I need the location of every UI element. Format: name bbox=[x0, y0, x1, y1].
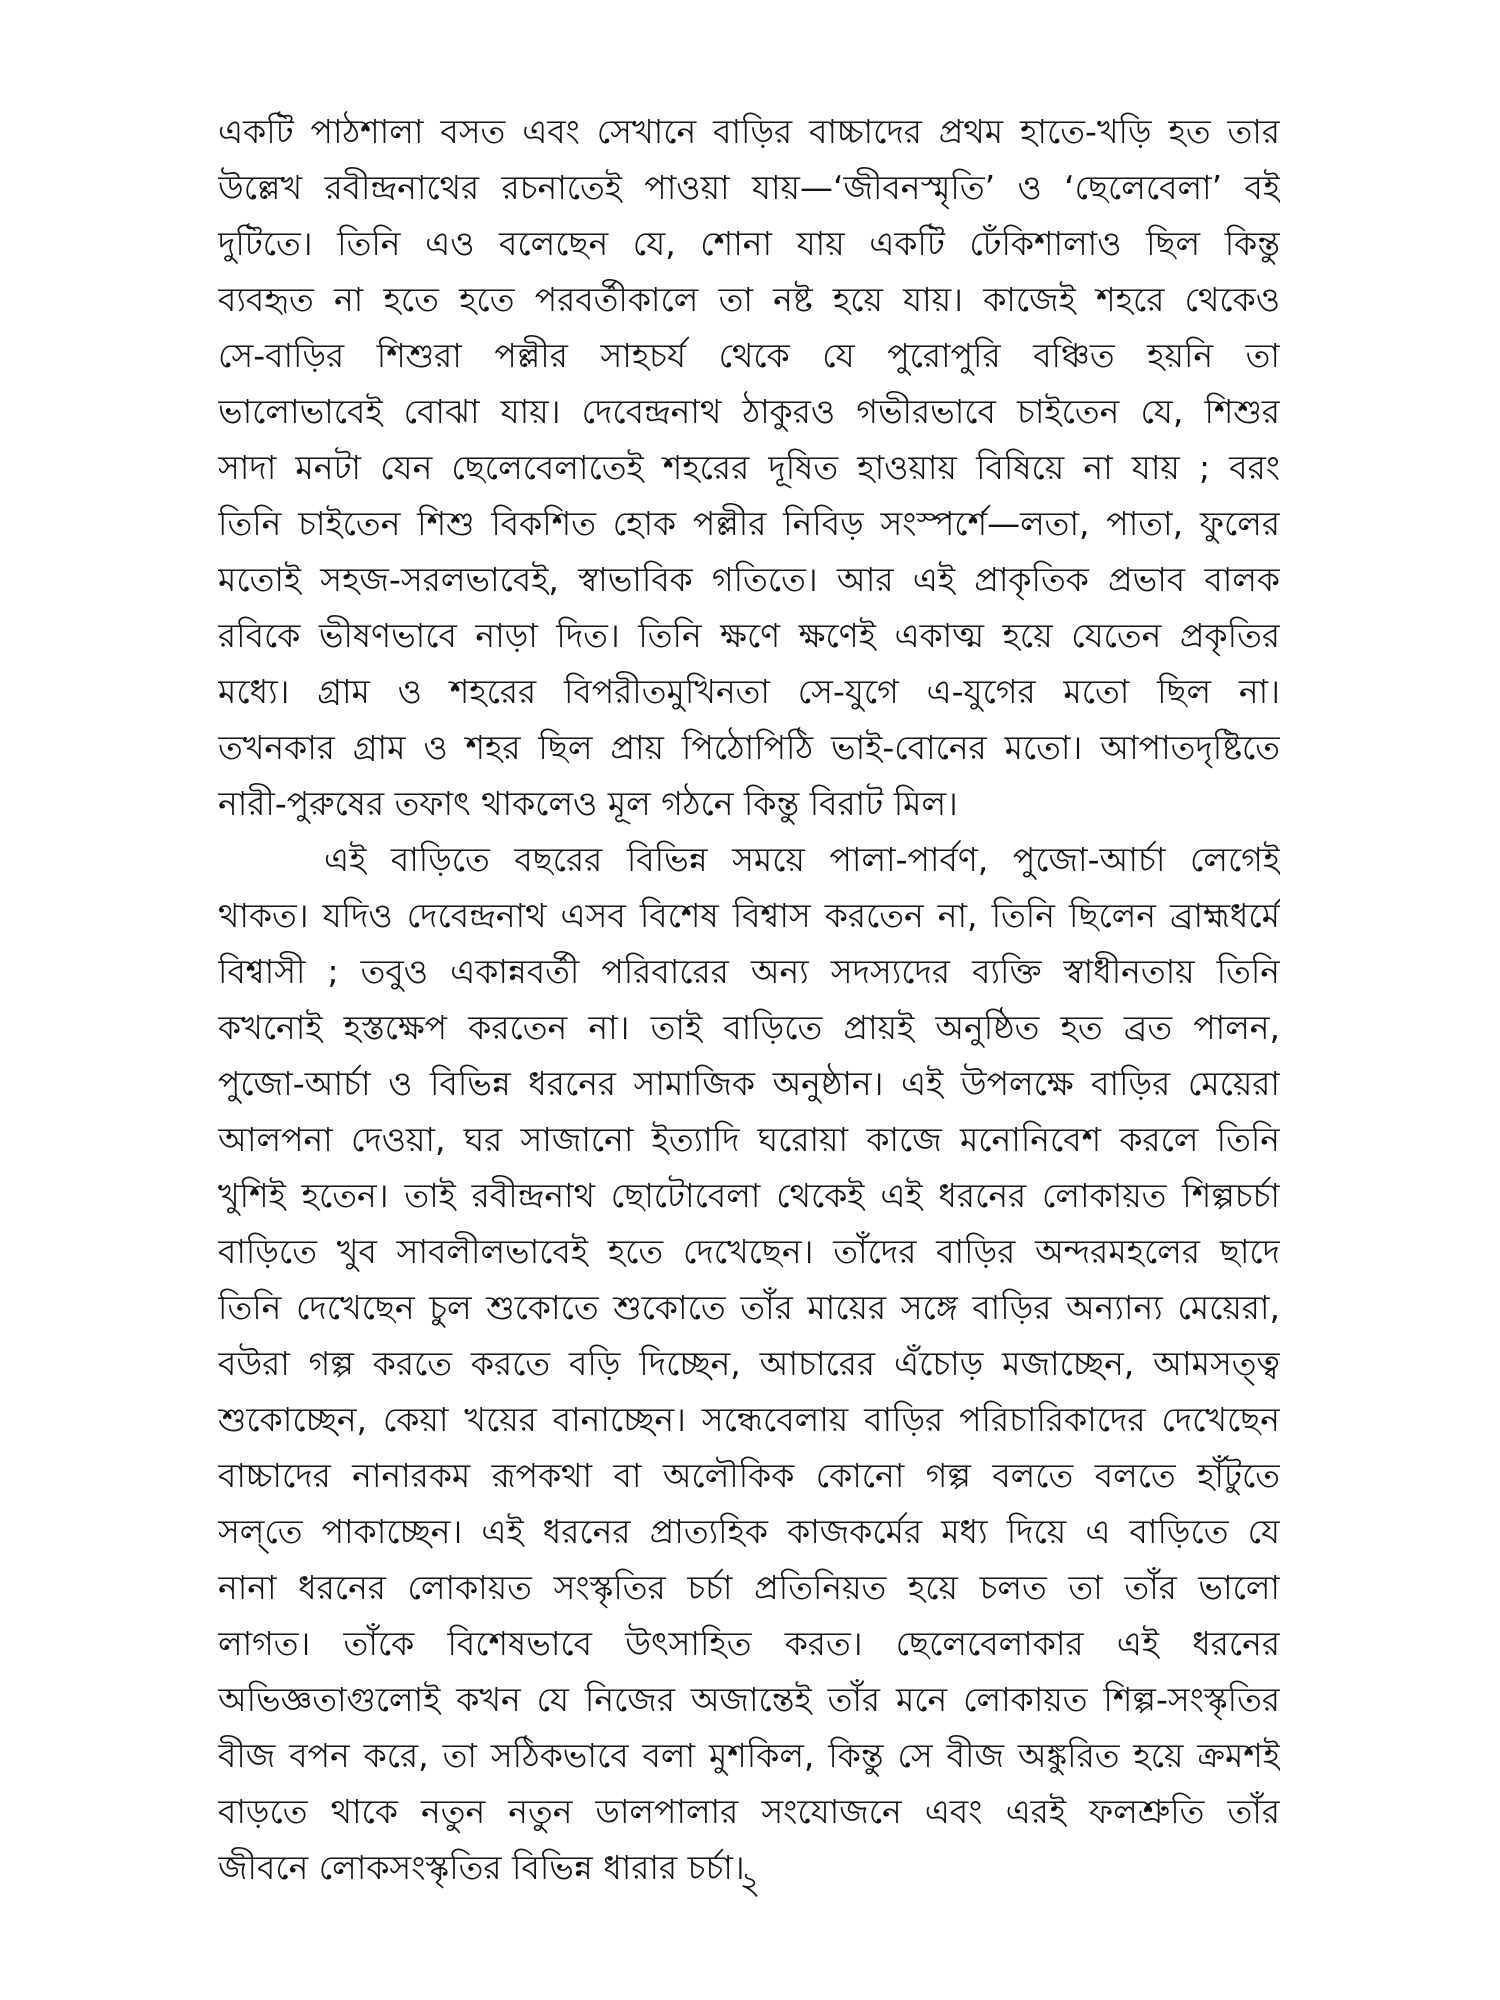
body-text bbox=[218, 104, 1280, 1896]
text-line: নারী-পুরুষের তফাৎ থাকলেও মূল গঠনে কিন্তু বিরাট মিল। bbox=[218, 784, 958, 823]
text-line: শুকোচ্ছেন, কেয়া খয়ের বানাচ্ছেন। সন্ধেবেলায় বাড়ির পরিচারিকাদের দেখেছেন bbox=[218, 1400, 1280, 1439]
text-line: মধ্যে। গ্রাম ও শহরের বিপরীতমুখিনতা সে-যুগে এ-যুগের মতো ছিল না। bbox=[218, 672, 1280, 711]
paragraph-1 bbox=[218, 104, 1280, 832]
text-line: বাড়িতে খুব সাবলীলভাবেই হতে দেখেছেন। তাঁদের বাড়ির অন্দরমহলের ছাদে bbox=[218, 1232, 1280, 1271]
text-line: খুশিই হতেন। তাই রবীন্দ্রনাথ ছোটোবেলা থেকেই এই ধরনের লোকায়ত শিল্পচর্চা bbox=[218, 1176, 1280, 1215]
text-line: দুটিতে। তিনি এও বলেছেন যে, শোনা যায় একটি ঢেঁকিশালাও ছিল কিন্তু bbox=[218, 224, 1280, 263]
text-line: লাগত। তাঁকে বিশেষভাবে উৎসাহিত করত। ছেলেবেলাকার এই ধরনের bbox=[218, 1624, 1280, 1663]
text-line: তখনকার গ্রাম ও শহর ছিল প্রায় পিঠোপিঠি ভাই-বোনের মতো। আপাতদৃষ্টিতে bbox=[218, 728, 1280, 767]
text-line: নানা ধরনের লোকায়ত সংস্কৃতির চর্চা প্রতিনিয়ত হয়ে চলত তা তাঁর ভালো bbox=[218, 1568, 1280, 1607]
text-line: কখনোই হস্তক্ষেপ করতেন না। তাই বাড়িতে প্রায়ই অনুষ্ঠিত হত ব্রত পালন, bbox=[218, 1008, 1280, 1047]
text-line: থাকত। যদিও দেবেন্দ্রনাথ এসব বিশেষ বিশ্বাস করতেন না, তিনি ছিলেন ব্রাহ্মধর্মে bbox=[218, 896, 1280, 935]
text-line: আলপনা দেওয়া, ঘর সাজানো ইত্যাদি ঘরোয়া কাজে মনোনিবেশ করলে তিনি bbox=[218, 1120, 1280, 1159]
text-line: সাদা মনটা যেন ছেলেবেলাতেই শহরের দূষিত হাওয়ায় বিষিয়ে না যায় ; বরং bbox=[218, 448, 1280, 487]
text-line: অভিজ্ঞতাগুলোই কখন যে নিজের অজান্তেই তাঁর মনে লোকায়ত শিল্প-সংস্কৃতির bbox=[218, 1680, 1280, 1719]
text-line: বীজ বপন করে, তা সঠিকভাবে বলা মুশকিল, কিন্তু সে বীজ অঙ্কুরিত হয়ে ক্রমশই bbox=[218, 1736, 1280, 1775]
text-line: একটি পাঠশালা বসত এবং সেখানে বাড়ির বাচ্চাদের প্রথম হাতে-খড়ি হত তার bbox=[218, 112, 1280, 151]
text-line: পুজো-আর্চা ও বিভিন্ন ধরনের সামাজিক অনুষ্ঠান। এই উপলক্ষে বাড়ির মেয়েরা bbox=[218, 1064, 1280, 1103]
text-line: ভালোভাবেই বোঝা যায়। দেবেন্দ্রনাথ ঠাকুরও গভীরভাবে চাইতেন যে, শিশুর bbox=[218, 392, 1280, 431]
paragraph-2 bbox=[218, 832, 1280, 1896]
text-line: রবিকে ভীষণভাবে নাড়া দিত। তিনি ক্ষণে ক্ষণেই একাত্ম হয়ে যেতেন প্রকৃতির bbox=[218, 616, 1280, 655]
text-line: তিনি দেখেছেন চুল শুকোতে শুকোতে তাঁর মায়ের সঙ্গে বাড়ির অন্যান্য মেয়েরা, bbox=[218, 1288, 1280, 1327]
text-line: সল্‌তে পাকাচ্ছেন। এই ধরনের প্রাত্যহিক কাজকর্মের মধ্য দিয়ে এ বাড়িতে যে bbox=[218, 1512, 1280, 1551]
text-line: ব্যবহৃত না হতে হতে পরবর্তীকালে তা নষ্ট হয়ে যায়। কাজেই শহরে থেকেও bbox=[218, 280, 1280, 319]
text-line: বউরা গল্প করতে করতে বড়ি দিচ্ছেন, আচারের এঁচোড় মজাচ্ছেন, আমসত্ত্ব bbox=[218, 1344, 1280, 1383]
text-line: বাচ্চাদের নানারকম রূপকথা বা অলৌকিক কোনো গল্প বলতে বলতে হাঁটুতে bbox=[218, 1456, 1280, 1495]
text-line: তিনি চাইতেন শিশু বিকশিত হোক পল্লীর নিবিড় সংস্পর্শে—লতা, পাতা, ফুলের bbox=[218, 504, 1280, 543]
text-line: জীবনে লোকসংস্কৃতির বিভিন্ন ধারার চর্চা। bbox=[218, 1848, 745, 1887]
text-line: উল্লেখ রবীন্দ্রনাথের রচনাতেই পাওয়া যায়—‘জীবনস্মৃতি’ ও ‘ছেলেবেলা’ বই bbox=[218, 168, 1280, 207]
text-line: বাড়তে থাকে নতুন নতুন ডালপালার সংযোজনে এবং এরই ফলশ্রুতি তাঁর bbox=[218, 1792, 1280, 1831]
text-line: এই বাড়িতে বছরের বিভিন্ন সময়ে পালা-পার্বণ, পুজো-আর্চা লেগেই bbox=[324, 840, 1280, 879]
text-line: সে-বাড়ির শিশুরা পল্লীর সাহচর্য থেকে যে পুরোপুরি বঞ্চিত হয়নি তা bbox=[218, 336, 1280, 375]
text-line: বিশ্বাসী ; তবুও একান্নবর্তী পরিবারের অন্য সদস্যদের ব্যক্তি স্বাধীনতায় তিনি bbox=[218, 952, 1280, 991]
text-line: মতোই সহজ-সরলভাবেই, স্বাভাবিক গতিতে। আর এই প্রাকৃতিক প্রভাব বালক bbox=[218, 560, 1280, 599]
page-number: ২ bbox=[739, 1864, 761, 1902]
